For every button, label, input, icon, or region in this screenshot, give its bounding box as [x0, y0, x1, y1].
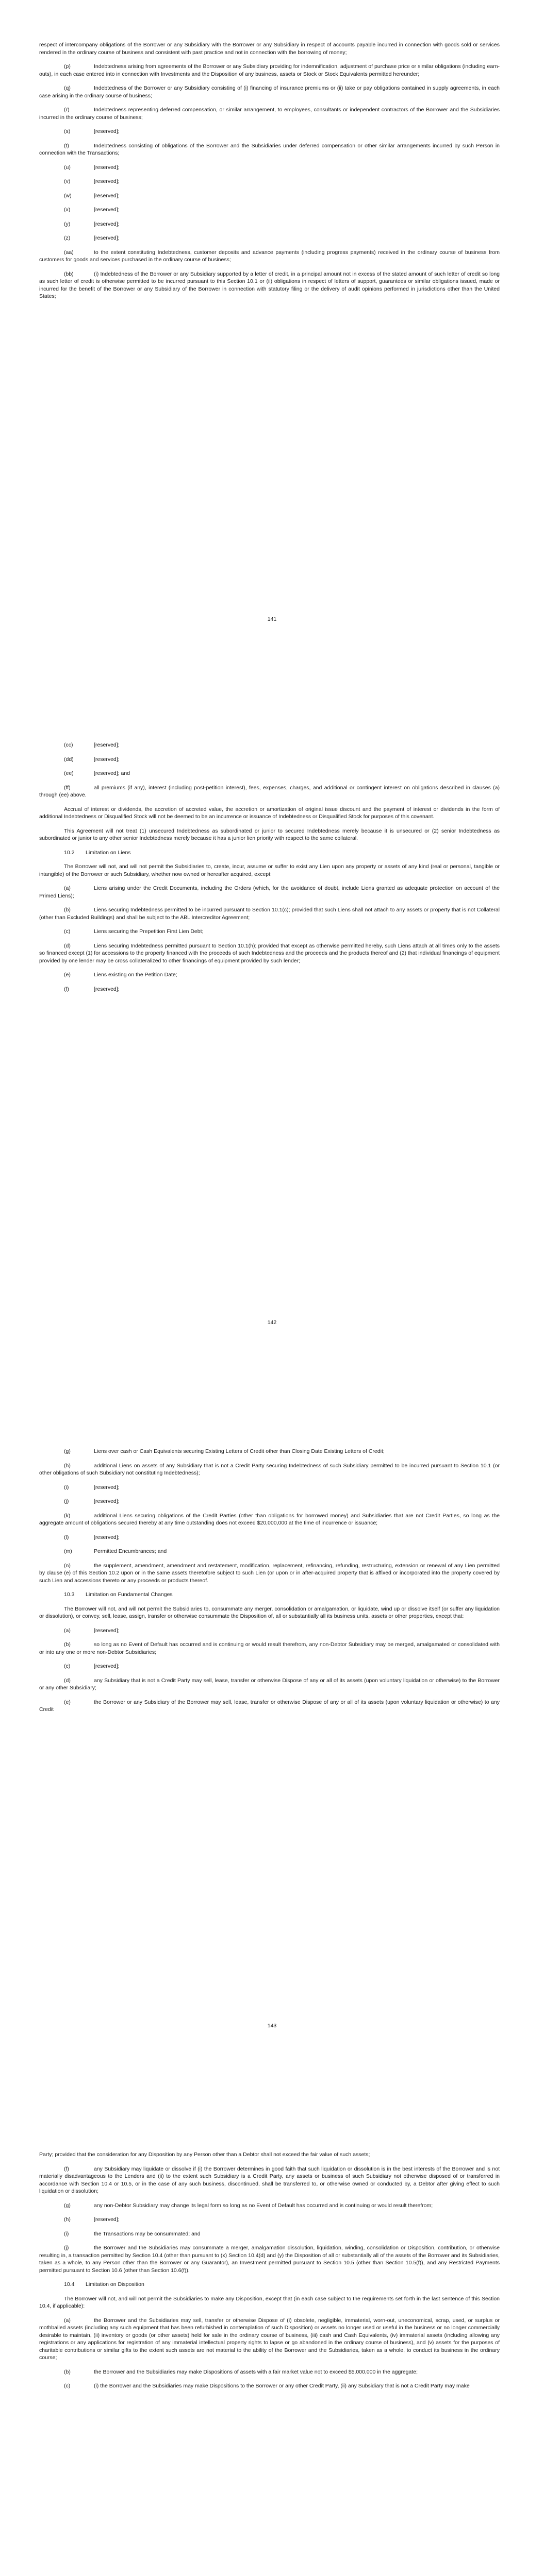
clause-label: (dd) [64, 756, 74, 762]
clause-text: [reserved]; [94, 1498, 120, 1504]
clause-text: Permitted Encumbrances; and [94, 1548, 167, 1554]
clause [39, 1663, 500, 1670]
clause [39, 1677, 500, 1692]
paragraph: The Borrower will not, and will not permit the Subsidiaries to, create, incur, assume or suffer to exist any Lien upon any property or assets of any kind (real or personal, tangible or intangible) of the Borrower or such Subsidiary, whether now owned or hereafter acquired, except: [39, 863, 500, 877]
clause-text: [reserved]; [94, 756, 120, 762]
clause-label: (x) [64, 207, 71, 213]
clause-label: (r) [64, 107, 70, 113]
page-content [39, 1448, 500, 1720]
clause [39, 1484, 500, 1492]
clause-text: [reserved]; [94, 207, 120, 213]
clause-label: (c) [64, 928, 71, 935]
paragraph: The Borrower will not, and will not permit the Subsidiaries to, consummate any merger, consolidation or amalgamation, or liquidate, wind up or dissolve itself (or suffer any liquidation or dissolution), or convey, sell, lease, assign, transfer or otherwise consummate the Disposition of, all or substantially all its business units, assets or other properties, except that: [39, 1605, 500, 1619]
clause-label: (cc) [64, 742, 73, 748]
clause [39, 221, 500, 228]
clause-label: (h) [64, 2216, 71, 2223]
clause [39, 192, 500, 200]
clause [39, 1462, 500, 1477]
clause-label: (s) [64, 128, 71, 134]
clause [39, 1562, 500, 1585]
clause-text: (i) the Borrower and the Subsidiaries may make Dispositions to the Borrower or any other Credit Party, (ii) any Subsidiary that is not a Credit Party may make [94, 2383, 470, 2389]
clause [39, 1641, 500, 1656]
clause-text: [reserved]; [94, 1534, 120, 1540]
clause-label: (c) [64, 1663, 71, 1669]
clause-text: Liens existing on the Petition Date; [94, 972, 177, 978]
clause-text: Indebtedness of the Borrower or any Subsidiary consisting of (i) financing of insurance premiums or (ii) take or pay obligations contained in supply agreements, in each case arising in the ordinary course of business; [39, 85, 500, 99]
clause [39, 249, 500, 264]
clause-text: the Borrower and the Subsidiaries may consummate a merger, amalgamation dissolution, liquidation, winding, consolidation or Disposition, contribution, or otherwise resulting in, a transaction permitted by Section 10.4 (other than pursuant to (x) Section 10.4(d) and (y) the Disposition of all or substantially all of the assets of the Borrower and its Subsidiaries, taken as a whole, to any Person other than the Borrower or any Guarantor), an Investment permitted pursuant to Section 10.5 (other than Section 10.5(f)), and any Restricted Payments permitted pursuant to Section 10.6 (other than Section 10.6(f)). [39, 2245, 500, 2274]
clause-label: (b) [64, 907, 71, 913]
clause-label: (g) [64, 1448, 71, 1454]
clause [39, 906, 500, 921]
clause [39, 885, 500, 900]
clause [39, 164, 500, 172]
clause [39, 106, 500, 121]
clause-label: (z) [64, 235, 71, 241]
clause-label: (l) [64, 1534, 69, 1540]
clause [39, 234, 500, 242]
clause-label: (j) [64, 2245, 69, 2251]
clause [39, 1699, 500, 1714]
clause-text: [reserved]; [94, 221, 120, 227]
clause-text: the supplement, amendment, amendment and restatement, modification, replacement, refinancing, refunding, restructuring, extension or renewal of any Lien permitted by clause (e) of this Section 10.2 upon or in the same assets theretofore subject to such Lien (or upon or in after-acquired property that is affixed or incorporated into the property covered by such Lien and accessions thereto or any proceeds or products thereof. [39, 1562, 500, 1584]
paragraph: Accrual of interest or dividends, the accretion of accreted value, the accretion or amortization of original issue discount and the payment of interest or dividends in the form of additional Indebtedness or Disqualified Stock will not be deemed to be an incurrence or issuance of Indebtedness or Disqualified Stock for purposes of this covenant. [39, 806, 500, 820]
clause [39, 1534, 500, 1541]
clause [39, 971, 500, 979]
clause [39, 2202, 500, 2210]
clause-text: Indebtedness consisting of obligations of the Borrower and the Subsidiaries under deferred compensation or other similar arrangements incurred by such Person in connection with the Transactions; [39, 142, 500, 156]
clause-label: (u) [64, 164, 71, 171]
clause-label: (e) [64, 1699, 71, 1705]
clause-text: [reserved]; [94, 178, 120, 184]
clause-text: any Subsidiary may liquidate or dissolve if (i) the Borrower determines in good faith that such liquidation or dissolution is in the best interests of the Borrower and is not materially disadvantageous to the Lenders and (ii) to the extent such Subsidiary is a Credit Party, any assets or business of such Subsidiary not otherwise disposed of or transferred in accordance with Section 10.4 or 10.5, or in the case of any such business, discontinued, shall be transferred to, or otherwise owned or conducted by, a Debtor after giving effect to such liquidation or dissolution; [39, 2165, 500, 2194]
clause-text: Liens securing Indebtedness permitted pursuant to Section 10.1(h); provided that except as otherwise permitted hereby, such Liens attach at all times only to the assets so financed except (1) for accessions to the property financed with the proceeds of such Indebtedness and the proceeds and the products thereof and (2) that individual financings of equipment provided by one lender may be cross collateralized to other financings of equipment provided by such lender; [39, 942, 500, 964]
clause [39, 1512, 500, 1527]
section-title: Limitation on Fundamental Changes [86, 1591, 173, 1598]
section-heading [39, 2281, 500, 2289]
page-number: 142 [267, 1319, 277, 1326]
clause-text: Liens securing Indebtedness permitted to be incurred pursuant to Section 10.1(c); provided that such Liens shall not attach to any assets or property that is not Collateral (other than Excluded Buildings) and shall be subject to the ABL Intercreditor Agreement; [39, 907, 500, 921]
clause [39, 784, 500, 799]
clause [39, 2165, 500, 2195]
clause-text: to the extent constituting Indebtedness, customer deposits and advance payments (including progress payments) received in the ordinary course of business from customers for goods and services purchased in the ordinary course of business; [39, 249, 500, 263]
clause [39, 178, 500, 185]
clause-label: (ee) [64, 770, 74, 776]
clause-label: (w) [64, 192, 72, 199]
clause-text: any non-Debtor Subsidiary may change its legal form so long as no Event of Default has occurred and is continuing or would result therefrom; [94, 2202, 433, 2209]
clause-text: the Transactions may be consummated; and [94, 2230, 201, 2237]
section-title: Limitation on Disposition [86, 2281, 144, 2287]
clause-text: Indebtedness arising from agreements of the Borrower or any Subsidiary providing for indemnification, adjustment of purchase price or similar obligations (including earn-outs), in each case entered into in connection with Investments and the Disposition of any business, assets or Stock or Stock Equivalents permitted hereunder; [39, 63, 500, 77]
clause-text: additional Liens securing obligations of the Credit Parties (other than obligations for borrowed money) and Subsidiaries that are not Credit Parties, so long as the aggregate amount of obligations secured thereby at any time outstanding does not exceed $20,000,000 at the time of incurrence or issuance; [39, 1512, 500, 1526]
clause-text: [reserved]; [94, 1663, 120, 1669]
clause [39, 741, 500, 749]
clause [39, 2368, 500, 2376]
clause-text: (i) Indebtedness of the Borrower or any Subsidiary supported by a letter of credit, in a principal amount not in excess of the stated amount of such letter of credit so long as such letter of credit is otherwise permitted to be incurred pursuant to this Section 10.1 or (ii) obligations in respect of letters of support, guarantees or similar obligations issued, made or incurred for the benefit of the Borrower or any Subsidiary of the Borrower in connection with statutory filing or the delivery of audit opinions performed in jurisdictions other than the United States; [39, 270, 500, 299]
clause-text: Liens over cash or Cash Equivalents securing Existing Letters of Credit other than Closing Date Existing Letters of Credit; [94, 1448, 385, 1454]
clause-label: (p) [64, 63, 71, 70]
clause [39, 2244, 500, 2274]
clause-text: [reserved]; [94, 1484, 120, 1490]
clause [39, 142, 500, 157]
clause-text: [reserved]; [94, 235, 120, 241]
clause-label: (i) [64, 1484, 69, 1490]
clause-text: the Borrower and the Subsidiaries may sell, transfer or otherwise Dispose of (i) obsolete, negligible, immaterial, worn-out, uneconomical, scrap, used, or surplus or mothballed assets (including any such equipment that has been refurbished in contemplation of such Disposition) or assets no longer used or useful in the business or no longer commercially desirable to maintain, (ii) inventory or goods (or other assets) held for sale in the ordinary course of business, (iii) cash and Cash Equivalents, (iv) immaterial assets (including allowing any registrations or any applications for registration of any immaterial intellectual property rights to lapse or go abandoned in the ordinary course of business), and (v) assets for the purposes of charitable contributions or similar gifts to the extent such assets are not material to the ability of the Borrower and the Subsidiaries, taken as a whole, to conduct its business in the ordinary course; [39, 2317, 500, 2361]
clause-label: (g) [64, 2202, 71, 2209]
clause-label: (m) [64, 1548, 72, 1554]
clause [39, 756, 500, 764]
section-number: 10.4 [64, 2281, 75, 2287]
clause-label: (i) [64, 2230, 69, 2237]
clause-text: [reserved]; [94, 986, 120, 992]
clause-label: (a) [64, 2317, 71, 2324]
section-number: 10.3 [64, 1591, 75, 1598]
section-heading [39, 849, 500, 857]
clause-text: [reserved]; [94, 2216, 120, 2223]
paragraph: This Agreement will not treat (1) unsecured Indebtedness as subordinated or junior to secured Indebtedness merely because it is unsecured or (2) senior Indebtedness as subordinated or junior to any other senior Indebtedness merely because it has a junior lien priority with respect to the same collateral. [39, 827, 500, 841]
clause [39, 928, 500, 936]
clause-label: (ff) [64, 784, 71, 791]
clause-label: (k) [64, 1512, 71, 1519]
clause-text: [reserved]; [94, 164, 120, 171]
page-141 [0, 0, 544, 703]
clause-text: any Subsidiary that is not a Credit Party may sell, lease, transfer or otherwise Dispose of any or all of its assets (upon voluntary liquidation or otherwise) to the Borrower or any other Subsidiary; [39, 1677, 500, 1691]
clause-label: (d) [64, 1677, 71, 1684]
page-content [39, 41, 500, 307]
clause-label: (a) [64, 885, 71, 891]
section-number: 10.2 [64, 849, 75, 856]
page-number: 141 [267, 616, 277, 622]
clause [39, 1627, 500, 1635]
clause-text: Liens arising under the Credit Documents, including the Orders (which, for the avoidance of doubt, include Liens granted as adequate protection on account of the Primed Liens); [39, 885, 500, 899]
clause-label: (h) [64, 1462, 71, 1469]
clause-label: (t) [64, 142, 69, 149]
clause-label: (j) [64, 1498, 69, 1504]
clause-label: (q) [64, 85, 71, 91]
paragraph: respect of intercompany obligations of the Borrower or any Subsidiary with the Borrower or any Subsidiary in respect of accounts payable incurred in connection with goods sold or services rendered in the ordinary course of business and consistent with past practice and not in connection with the borrowing of money; [39, 42, 500, 56]
clause-label: (e) [64, 972, 71, 978]
page-142 [0, 703, 544, 1406]
page-content [39, 741, 500, 999]
clause-label: (b) [64, 1641, 71, 1648]
clause [39, 770, 500, 777]
clause-text: so long as no Event of Default has occurred and is continuing or would result therefrom, any non-Debtor Subsidiary may be merged, amalgamated or consolidated with or into any one or more non-Debtor Subsidiaries; [39, 1641, 500, 1655]
clause [39, 1548, 500, 1555]
paragraph: The Borrower will not, and will not permit the Subsidiaries to make any Disposition, except that (in each case subject to the requirements set forth in the last sentence of this Section 10.4, if applicable): [39, 2295, 500, 2309]
clause-text: [reserved]; [94, 1627, 120, 1634]
clause [39, 270, 500, 300]
clause-label: (b) [64, 2368, 71, 2375]
clause-text: [reserved]; [94, 742, 120, 748]
clause-text: [reserved]; [94, 128, 120, 134]
clause [39, 2230, 500, 2238]
clause-label: (c) [64, 2383, 71, 2389]
clause-label: (f) [64, 986, 69, 992]
clause-text: Indebtedness representing deferred compensation, or similar arrangement, to employees, consultants or independent contractors of the Borrower and the Subsidiaries incurred in the ordinary course of business; [39, 107, 500, 121]
clause [39, 1498, 500, 1505]
clause-label: (y) [64, 221, 71, 227]
clause [39, 128, 500, 135]
clause-text: additional Liens on assets of any Subsidiary that is not a Credit Party securing Indebtedness of such Subsidiary permitted to be incurred pursuant to Section 10.1 (or other obligations of such Subsidiary not constituting Indebtedness); [39, 1462, 500, 1476]
page-143 [0, 1406, 544, 2110]
clause-label: (aa) [64, 249, 74, 256]
page-number: 143 [267, 2023, 277, 2029]
page-144 [0, 2110, 544, 2576]
clause [39, 84, 500, 99]
clause [39, 206, 500, 214]
clause-text: Liens securing the Prepetition First Lien Debt; [94, 928, 204, 935]
clause-text: all premiums (if any), interest (including post-petition interest), fees, expenses, charges, and additional or contingent interest on obligations described in clauses (a) through (ee) above. [39, 784, 500, 798]
clause [39, 2382, 500, 2390]
clause-label: (f) [64, 2165, 69, 2172]
clause-label: (a) [64, 1627, 71, 1634]
clause [39, 2317, 500, 2362]
clause [39, 986, 500, 993]
clause-text: [reserved]; [94, 192, 120, 199]
clause-text: the Borrower and the Subsidiaries may make Dispositions of assets with a fair market value not to exceed $5,000,000 in the aggregate; [94, 2368, 418, 2375]
clause [39, 2216, 500, 2224]
clause-text: the Borrower or any Subsidiary of the Borrower may sell, lease, transfer or otherwise Dispose of any or all of its assets (upon voluntary liquidation or otherwise) to any Credit [39, 1699, 500, 1713]
clause-label: (d) [64, 942, 71, 949]
paragraph: Party; provided that the consideration for any Disposition by any Person other than a Debtor shall not exceed the fair value of such assets; [39, 2151, 370, 2158]
clause-label: (v) [64, 178, 71, 184]
page-content [39, 2151, 500, 2397]
clause-label: (n) [64, 1562, 71, 1569]
section-heading [39, 1591, 500, 1599]
section-title: Limitation on Liens [86, 849, 131, 856]
clause [39, 942, 500, 965]
clause [39, 63, 500, 78]
clause [39, 1448, 500, 1455]
clause-label: (bb) [64, 270, 74, 277]
clause-text: [reserved]; and [94, 770, 130, 776]
